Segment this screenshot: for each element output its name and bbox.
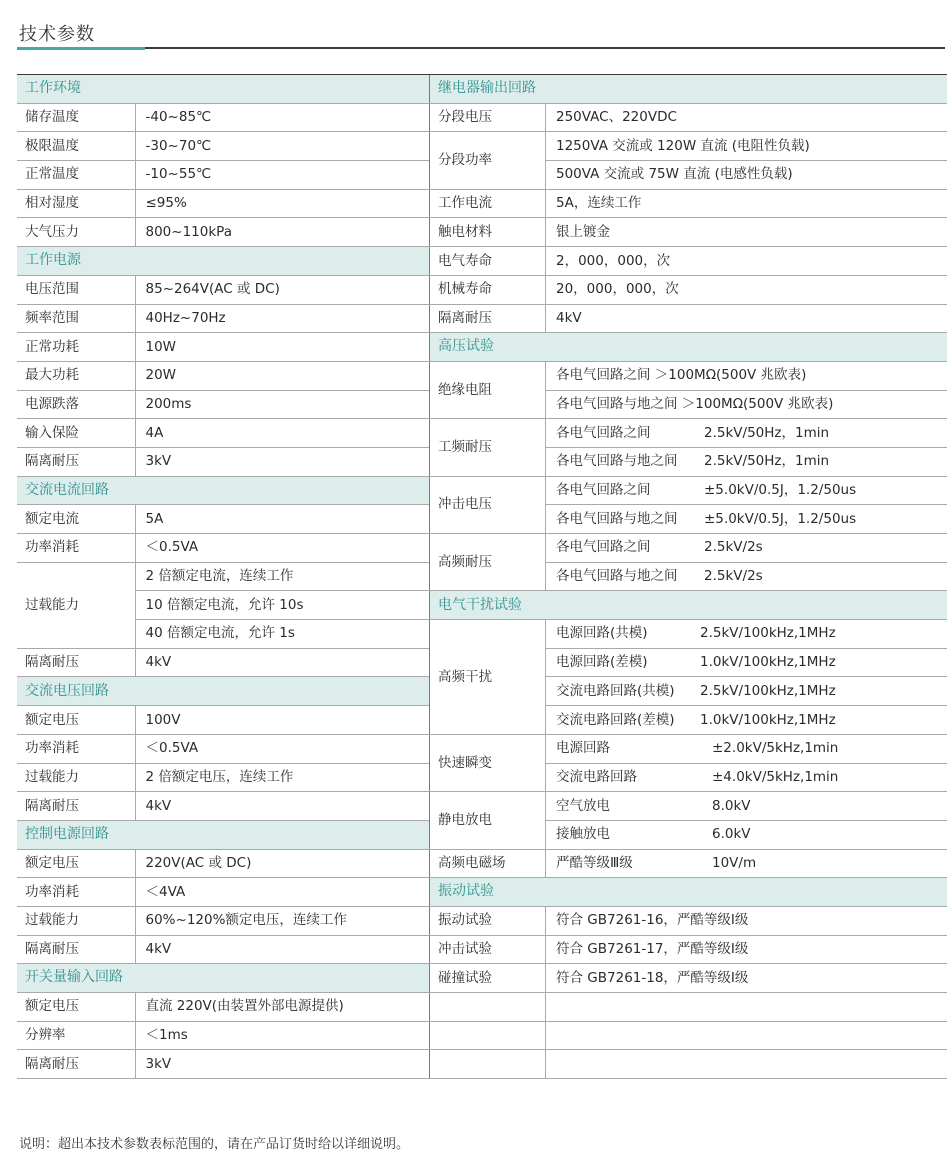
row-value: ＜4VA [135, 878, 429, 907]
row-value [546, 648, 947, 677]
table-row [17, 878, 429, 907]
table-row [430, 620, 947, 649]
row-value: 2，000，000，次 [546, 247, 947, 276]
section-title-hv-test: 高压试验 [430, 333, 947, 362]
row-label: 振动试验 [430, 906, 546, 935]
empty-cell [546, 993, 947, 1022]
table-row [430, 304, 947, 333]
empty-cell [546, 1050, 947, 1079]
spec: 1.0kV/100kHz,1MHz [700, 711, 836, 728]
row-label: 高频耐压 [430, 534, 546, 591]
row-label: 冲击电压 [430, 476, 546, 533]
row-label: 分辨率 [17, 1021, 135, 1050]
section-header [430, 75, 947, 104]
row-label: 隔离耐压 [430, 304, 546, 333]
spec: 2.5kV/50Hz，1min [704, 453, 830, 470]
table-row [17, 361, 429, 390]
section-title-emc-test: 电气干扰试验 [430, 591, 947, 620]
table-row [17, 103, 429, 132]
spec: ±5.0kV/0.5J，1.2/50us [704, 482, 857, 499]
row-value: ＜0.5VA [135, 734, 429, 763]
row-value: 85~264V(AC 或 DC) [135, 275, 429, 304]
spec: 2.5kV/2s [704, 568, 763, 585]
row-value: 4kV [135, 935, 429, 964]
table-row [17, 189, 429, 218]
row-label: 机械寿命 [430, 275, 546, 304]
table-row [17, 648, 429, 677]
table-row [430, 849, 947, 878]
spec-table-left [17, 74, 429, 1079]
row-label: 高频干扰 [430, 620, 546, 735]
table-row [430, 189, 947, 218]
table-row [430, 906, 947, 935]
row-label: 最大功耗 [17, 361, 135, 390]
table-row [17, 734, 429, 763]
table-row [17, 706, 429, 735]
spec: 2.5kV/2s [704, 539, 763, 556]
table-row [430, 103, 947, 132]
spec: ±5.0kV/0.5J，1.2/50us [704, 510, 857, 527]
row-label: 触电材料 [430, 218, 546, 247]
row-label: 电压范围 [17, 275, 135, 304]
condition: 各电气回路之间 [556, 424, 651, 441]
row-value [546, 562, 947, 591]
row-value: 符合 GB7261-18，严酷等级Ⅰ级 [546, 964, 947, 993]
condition: 接触放电 [556, 826, 610, 843]
footnote: 说明：超出本技术参数表标范围的，请在产品订货时给以详细说明。 [19, 1137, 410, 1152]
row-value [546, 505, 947, 534]
row-label: 绝缘电阻 [430, 361, 546, 418]
condition: 交流电路回路 [556, 768, 637, 785]
row-value: -10~55℃ [135, 161, 429, 190]
row-value [546, 534, 947, 563]
row-value: ＜0.5VA [135, 534, 429, 563]
row-label: 过载能力 [17, 562, 135, 648]
row-value: 40Hz~70Hz [135, 304, 429, 333]
row-label: 高频电磁场 [430, 849, 546, 878]
section-title-relay: 继电器输出回路 [430, 75, 947, 104]
empty-cell [430, 1021, 546, 1050]
row-value [546, 706, 947, 735]
row-value: 10W [135, 333, 429, 362]
row-value: 20W [135, 361, 429, 390]
condition: 各电气回路与地之间 [556, 453, 678, 470]
row-label: 电气寿命 [430, 247, 546, 276]
table-row [17, 132, 429, 161]
section-title-vibration: 振动试验 [430, 878, 947, 907]
row-value: 4kV [546, 304, 947, 333]
section-header [17, 964, 429, 993]
row-label: 储存温度 [17, 103, 135, 132]
row-value [546, 476, 947, 505]
table-row [17, 390, 429, 419]
row-value: 银上镀金 [546, 218, 947, 247]
row-value [546, 734, 947, 763]
row-label: 过载能力 [17, 906, 135, 935]
section-title-ctrl-power: 控制电源回路 [17, 820, 429, 849]
empty-cell [430, 993, 546, 1022]
table-row [17, 447, 429, 476]
row-value [546, 849, 947, 878]
row-label: 分段电压 [430, 103, 546, 132]
table-row [430, 132, 947, 161]
row-label: 隔离耐压 [17, 935, 135, 964]
spec: 10V/m [712, 854, 757, 871]
section-header [17, 247, 429, 276]
condition: 电源回路(共模) [556, 625, 648, 642]
row-label: 正常温度 [17, 161, 135, 190]
row-value: 5A [135, 505, 429, 534]
table-row [430, 964, 947, 993]
row-label: 工作电流 [430, 189, 546, 218]
row-label: 功率消耗 [17, 878, 135, 907]
row-value [546, 447, 947, 476]
section-title-power: 工作电源 [17, 247, 429, 276]
row-value: 4kV [135, 792, 429, 821]
table-row-empty [430, 1050, 947, 1079]
title-rule [145, 47, 945, 49]
condition: 交流电路回路(共模) [556, 682, 675, 699]
row-label: 快速瞬变 [430, 734, 546, 791]
section-title-switch-input: 开关量输入回路 [17, 964, 429, 993]
section-header [430, 591, 947, 620]
spec: 6.0kV [712, 826, 751, 843]
table-row [430, 275, 947, 304]
table-row [17, 993, 429, 1022]
section-header [17, 75, 429, 104]
table-row [430, 361, 947, 390]
table-row [17, 906, 429, 935]
row-value: 3kV [135, 1050, 429, 1079]
row-label: 额定电压 [17, 849, 135, 878]
row-value [546, 419, 947, 448]
section-header [17, 820, 429, 849]
section-title-ac-voltage: 交流电压回路 [17, 677, 429, 706]
condition: 各电气回路之间 [556, 539, 651, 556]
table-row [430, 792, 947, 821]
row-label: 极限温度 [17, 132, 135, 161]
row-label: 输入保险 [17, 419, 135, 448]
row-value [546, 763, 947, 792]
table-row [17, 935, 429, 964]
row-label: 正常功耗 [17, 333, 135, 362]
condition: 各电气回路与地之间 [556, 510, 678, 527]
spec-table-right [429, 74, 947, 1079]
table-row-empty [430, 993, 947, 1022]
row-value: ≤95% [135, 189, 429, 218]
row-value: 200ms [135, 390, 429, 419]
row-value: 250VAC、220VDC [546, 103, 947, 132]
table-row [430, 247, 947, 276]
row-value: ＜1ms [135, 1021, 429, 1050]
row-value: -30~70℃ [135, 132, 429, 161]
empty-cell [430, 1050, 546, 1079]
table-row [17, 849, 429, 878]
table-row [17, 792, 429, 821]
row-value [546, 792, 947, 821]
section-header [430, 878, 947, 907]
section-title-work-env: 工作环境 [17, 75, 429, 104]
condition: 电源回路(差模) [556, 654, 648, 671]
table-row [430, 734, 947, 763]
row-value: 3kV [135, 447, 429, 476]
table-row [17, 1021, 429, 1050]
condition: 各电气回路之间 [556, 482, 651, 499]
row-label: 隔离耐压 [17, 447, 135, 476]
row-label: 功率消耗 [17, 734, 135, 763]
row-label: 冲击试验 [430, 935, 546, 964]
row-value: 各电气回路与地之间 ＞100MΩ(500V 兆欧表) [546, 390, 947, 419]
section-header [430, 333, 947, 362]
table-row [430, 218, 947, 247]
row-label: 额定电压 [17, 993, 135, 1022]
spec: 2.5kV/100kHz,1MHz [700, 682, 836, 699]
spec: 8.0kV [712, 797, 751, 814]
table-row [17, 304, 429, 333]
table-row [17, 1050, 429, 1079]
table-row [17, 505, 429, 534]
row-label: 隔离耐压 [17, 648, 135, 677]
row-value: 800~110kPa [135, 218, 429, 247]
row-value [546, 820, 947, 849]
row-label: 过载能力 [17, 763, 135, 792]
row-value: 60%~120%额定电压，连续工作 [135, 906, 429, 935]
row-label: 隔离耐压 [17, 1050, 135, 1079]
row-value: 各电气回路之间 ＞100MΩ(500V 兆欧表) [546, 361, 947, 390]
table-row [430, 534, 947, 563]
table-row [430, 419, 947, 448]
row-label: 额定电流 [17, 505, 135, 534]
row-label: 分段功率 [430, 132, 546, 189]
table-row [17, 275, 429, 304]
row-value: 4kV [135, 648, 429, 677]
table-row-empty [430, 1021, 947, 1050]
condition: 严酷等级Ⅲ级 [556, 854, 633, 871]
row-value: 符合 GB7261-16，严酷等级Ⅰ级 [546, 906, 947, 935]
row-value: 500VA 交流或 75W 直流 (电感性负载) [546, 161, 947, 190]
spec: ±4.0kV/5kHz,1min [712, 768, 839, 785]
row-value: 10 倍额定电流，允许 10s [135, 591, 429, 620]
title-rule-accent [17, 47, 145, 50]
row-label: 碰撞试验 [430, 964, 546, 993]
row-value: 5A，连续工作 [546, 189, 947, 218]
row-label: 功率消耗 [17, 534, 135, 563]
row-value: 20，000，000，次 [546, 275, 947, 304]
row-value [546, 620, 947, 649]
row-value: 符合 GB7261-17，严酷等级Ⅰ级 [546, 935, 947, 964]
row-value: 1250VA 交流或 120W 直流 (电阻性负载) [546, 132, 947, 161]
row-label: 静电放电 [430, 792, 546, 849]
row-value: -40~85℃ [135, 103, 429, 132]
row-label: 隔离耐压 [17, 792, 135, 821]
row-label: 大气压力 [17, 218, 135, 247]
row-value: 100V [135, 706, 429, 735]
row-value: 直流 220V(由装置外部电源提供) [135, 993, 429, 1022]
table-row [17, 562, 429, 591]
table-row [430, 935, 947, 964]
empty-cell [546, 1021, 947, 1050]
section-header [17, 476, 429, 505]
row-value: 2 倍额定电流，连续工作 [135, 562, 429, 591]
condition: 空气放电 [556, 797, 610, 814]
condition: 交流电路回路(差模) [556, 711, 675, 728]
table-row [17, 419, 429, 448]
spec: ±2.0kV/5kHz,1min [712, 740, 839, 757]
row-value: 220V(AC 或 DC) [135, 849, 429, 878]
spec: 2.5kV/100kHz,1MHz [700, 625, 836, 642]
table-row [17, 218, 429, 247]
row-value: 4A [135, 419, 429, 448]
table-row [17, 534, 429, 563]
table-row [430, 476, 947, 505]
table-row [17, 763, 429, 792]
row-value: 40 倍额定电流，允许 1s [135, 620, 429, 649]
row-label: 频率范围 [17, 304, 135, 333]
section-title-ac-current: 交流电流回路 [17, 476, 429, 505]
row-label: 相对湿度 [17, 189, 135, 218]
page-title: 技术参数 [19, 24, 95, 45]
row-value [546, 677, 947, 706]
table-row [17, 333, 429, 362]
spec: 1.0kV/100kHz,1MHz [700, 654, 836, 671]
condition: 各电气回路与地之间 [556, 568, 678, 585]
row-value: 2 倍额定电压，连续工作 [135, 763, 429, 792]
table-row [17, 161, 429, 190]
row-label: 工频耐压 [430, 419, 546, 476]
spec: 2.5kV/50Hz，1min [704, 424, 830, 441]
section-header [17, 677, 429, 706]
condition: 电源回路 [556, 740, 610, 757]
row-label: 电源跌落 [17, 390, 135, 419]
row-label: 额定电压 [17, 706, 135, 735]
